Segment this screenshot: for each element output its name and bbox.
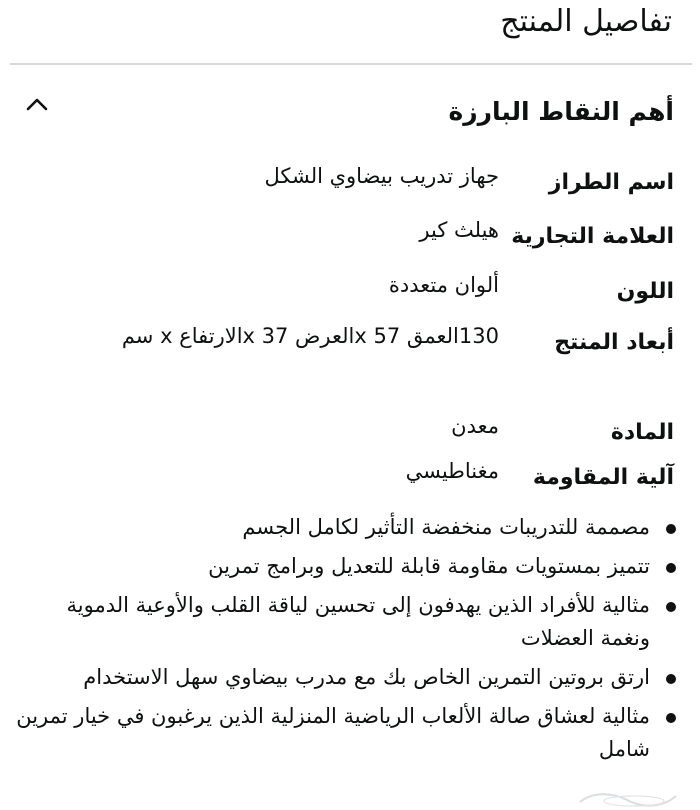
attribute-row [14, 453, 674, 503]
list-item [13, 589, 678, 655]
bullet-text: مصممة للتدريبات منخفضة التأثير لكامل الجسم [242, 515, 650, 539]
bullet-icon [666, 602, 676, 612]
attribute-key: أبعاد المنتج [554, 330, 674, 355]
attribute-value: 130العمق x 57العرض x 37الارتفاع x سم [121, 324, 499, 348]
attribute-value: هيلث كير [419, 218, 499, 242]
bullet-text: تتميز بمستويات مقاومة قابلة للتعديل وبرامج تمرين [208, 554, 650, 578]
section-title: أهم النقاط البارزة [448, 97, 674, 126]
attribute-key: العلامة التجارية [511, 224, 674, 249]
list-item [13, 700, 678, 766]
attribute-row [14, 318, 674, 408]
chevron-up-icon[interactable] [24, 92, 50, 118]
attribute-key: آلية المقاومة [532, 465, 674, 490]
highlights-bullet-list [13, 511, 678, 772]
attribute-key: اسم الطراز [548, 170, 674, 195]
list-item [13, 550, 678, 583]
divider [10, 63, 692, 65]
list-item [13, 511, 678, 544]
bullet-icon [666, 674, 676, 684]
attribute-value: جهاز تدريب بيضاوي الشكل [264, 164, 499, 188]
page-title: تفاصيل المنتج [500, 4, 672, 39]
list-item [13, 661, 678, 694]
bullet-text: مثالية لعشاق صالة الألعاب الرياضية المنزلية الذين يرغبون في خيار تمرين شامل [16, 704, 650, 761]
attribute-value: ألوان متعددة [388, 273, 499, 297]
watermark-logo [572, 788, 682, 810]
attribute-key: اللون [616, 279, 674, 304]
attributes-table [14, 158, 674, 503]
attribute-row [14, 212, 674, 267]
attribute-row [14, 267, 674, 318]
highlights-section-header[interactable] [0, 84, 700, 140]
attribute-value: معدن [451, 414, 499, 438]
attribute-row [14, 408, 674, 453]
bullet-text: مثالية للأفراد الذين يهدفون إلى تحسين لياقة القلب والأوعية الدموية ونغمة العضلات [66, 593, 650, 650]
bullet-text: ارتق بروتين التمرين الخاص بك مع مدرب بيضاوي سهل الاستخدام [83, 665, 650, 689]
attribute-value: مغناطيسي [405, 459, 499, 483]
bullet-icon [666, 563, 676, 573]
attribute-key: المادة [610, 420, 674, 445]
attribute-row [14, 158, 674, 212]
bullet-icon [666, 713, 676, 723]
bullet-icon [666, 524, 676, 534]
